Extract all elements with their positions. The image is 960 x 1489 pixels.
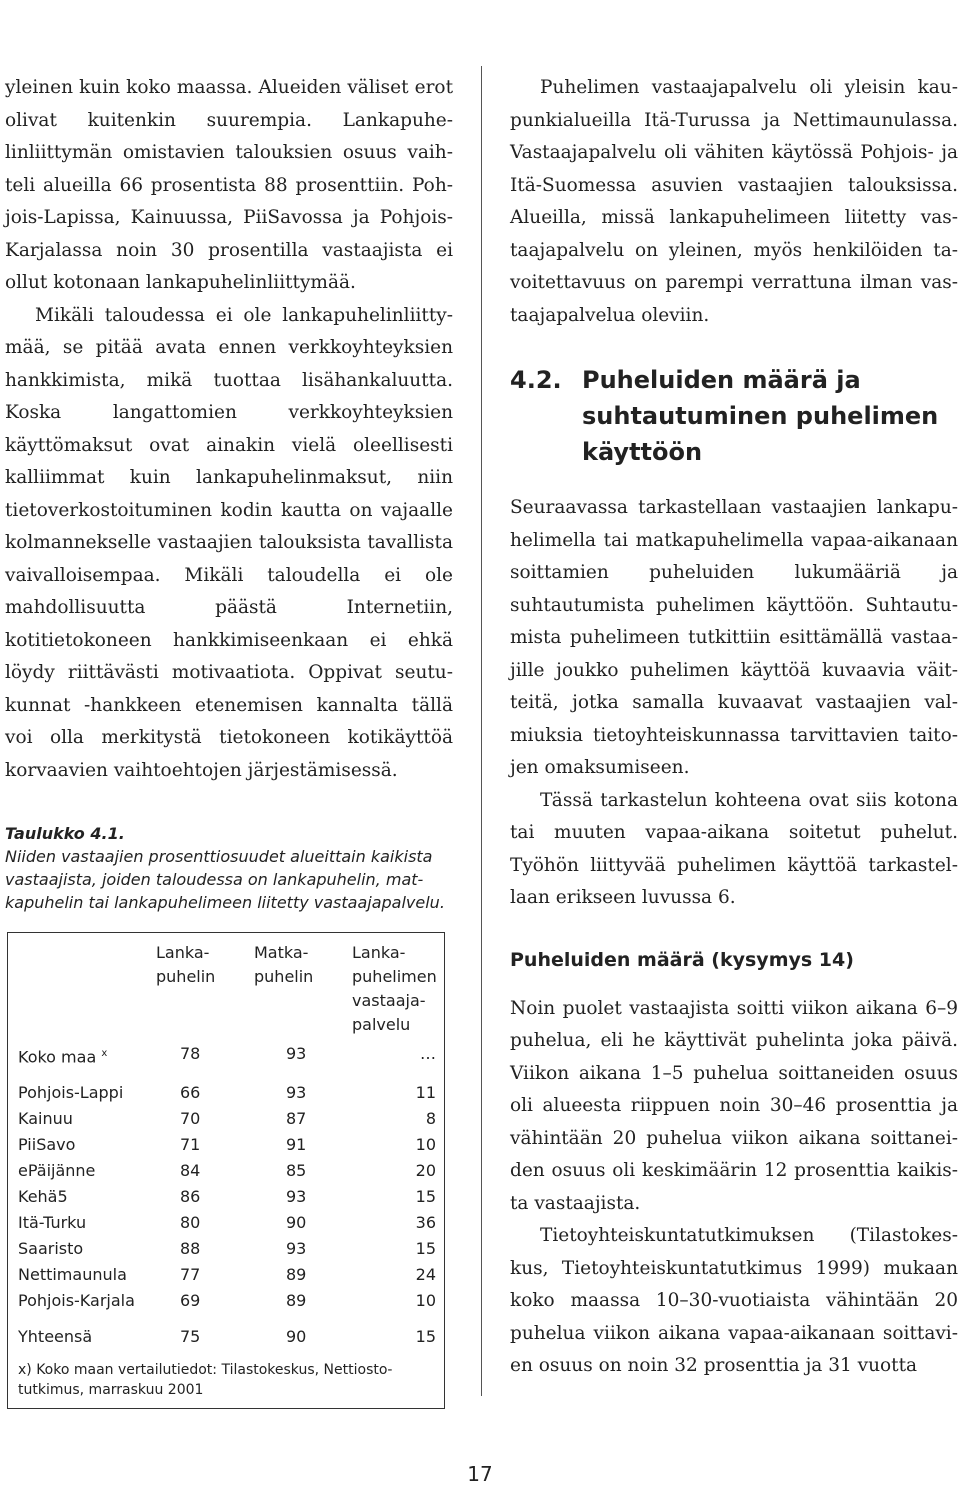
left-column: [5, 72, 453, 1409]
region-rows: [8, 1080, 444, 1314]
row-label: PiiSavo: [18, 1135, 76, 1155]
row-label: Yhteensä: [18, 1327, 93, 1347]
table-row: [8, 1080, 444, 1106]
table-header: [8, 941, 444, 1037]
cell-answering: 8: [425, 1109, 436, 1129]
left-paragraph-1: yleinen kuin koko maassa. Alueiden väliset erot olivat kuitenkin suurempia. Lankapuhelinliittymän omistavien talouksien osuus vaihteli alueilla 66 prosentista 88 prosenttiin. Pohjois-Lapissa, Kainuussa, PiiSavossa ja Pohjois-Karjalassa noin 30 prosentilla vastaajista ei ollut kotonaan lankapuhelinliittymää.: [5, 77, 453, 293]
cell-answering: 15: [415, 1327, 436, 1347]
cell-mobile: 89: [286, 1265, 307, 1285]
cell-answering: 24: [415, 1265, 436, 1285]
subsection-paragraph-1: Noin puolet vastaajista soitti viikon aikana 6–9 puhelua, eli he käyttivät puhelinta joka päivä. Viikon aikana 1–5 puhelua soittaneiden osuus oli alueesta riippuen noin 30–46 prosenttia ja vähintään 20 puhelua viikon aikana soittaneiden osuus oli keskimäärin 12 prosenttia kaikista vastaajista.: [510, 997, 958, 1214]
cell-mobile: 89: [286, 1291, 307, 1311]
section-heading: [510, 362, 958, 470]
cell-answering: 20: [415, 1161, 436, 1181]
section-number: 4.2.: [510, 366, 562, 394]
cell-answering: 15: [415, 1239, 436, 1259]
row-label: ePäijänne: [18, 1161, 96, 1181]
subsection-heading: Puheluiden määrä (kysymys 14): [510, 948, 854, 971]
cell-landline: 84: [180, 1161, 201, 1181]
table-row: [8, 1132, 444, 1158]
cell-mobile: 93: [286, 1187, 307, 1207]
table-row: [8, 1262, 444, 1288]
row-label: Nettimaunula: [18, 1265, 127, 1285]
section-paragraph-2: Tässä tarkastelun kohteena ovat siis kotona tai muuten vapaa-aikana soitetut puhelut. Työhön liittyvää puhelimen käyttöä tarkastellaan erikseen luvussa 6.: [510, 789, 958, 908]
cell-answering: 10: [415, 1135, 436, 1155]
subsection-paragraph-2: Tietoyhteiskuntatutkimuksen (Tilastokeskus, Tietoyhteiskuntatutkimus 1999) mukaan koko maassa 10–30-vuotiaista vähintään 20 puhelua viikon aikana vapaa-aikanaan soittavien osuus on noin 32 prosenttia ja 31 vuotta: [510, 1225, 958, 1376]
cell-answering: 15: [415, 1187, 436, 1207]
table-row: [8, 1106, 444, 1132]
row-label: Pohjois-Lappi: [18, 1083, 124, 1103]
cell-mobile: 87: [286, 1109, 307, 1129]
right-intro-paragraph: Puhelimen vastaajapalvelu oli yleisin kaupunkialueilla Itä-Turussa ja Nettimaunulassa. Vastaajapalvelu oli vähiten käytössä Pohjois- ja Itä-Suomessa asuvien vastaajien talouksissa. Alueilla, missä lankapuhelimeen liitetty vastaajapalvelu on yleinen, myös henkilöiden tavoitettavuus on parempi verrattuna ilman vastaajapalvelua oleviin.: [510, 77, 958, 326]
header-mobile: Matka- puhelin: [254, 943, 314, 986]
row-label: Pohjois-Karjala: [18, 1291, 135, 1311]
cell-answering: …: [420, 1044, 436, 1063]
footnote-marker: x: [101, 1048, 108, 1059]
cell-landline: 69: [180, 1291, 201, 1311]
row-label: Koko maa: [18, 1047, 97, 1067]
cell-landline: 66: [180, 1083, 201, 1103]
cell-mobile: 93: [286, 1239, 307, 1259]
row-label: Itä-Turku: [18, 1213, 87, 1233]
section-title: Puheluiden määrä ja suhtautuminen puhelimen käyttöön: [582, 366, 939, 466]
cell-landline: 86: [180, 1187, 201, 1207]
column-divider: [481, 66, 482, 1396]
cell-mobile: 90: [286, 1213, 307, 1233]
cell-answering: 36: [415, 1213, 436, 1233]
right-column: [510, 72, 958, 1383]
section-paragraph-1: Seuraavassa tarkastellaan vastaajien lankapuhelimella tai matkapuhelimella vapaa-aikanaan soittamien puheluiden lukumääriä ja suhtautumista puhelimen käyttöön. Suhtautumista puhelimeen tutkittiin esittämällä vastaajille joukko puhelimen käyttöä kuvaavia väitteitä, jotka samalla kuvaavat vastaajien valmiuksia tietoyhteiskunnassa tarvittavien taitojen omaksumiseen.: [510, 497, 958, 778]
table-footnote: x) Koko maan vertailutiedot: Tilastokeskus, Nettiostotutkimus, marraskuu 2001: [18, 1362, 393, 1399]
cell-landline: 71: [180, 1135, 201, 1155]
table-row: [8, 1210, 444, 1236]
header-landline: Lanka- puhelin: [156, 943, 216, 986]
table-row: [8, 1288, 444, 1314]
table-caption: [5, 823, 453, 914]
header-answering-service: Lanka- puhelimen vastaaja- palvelu: [352, 943, 437, 1034]
row-label: Saaristo: [18, 1239, 84, 1259]
page-number: 17: [467, 1462, 493, 1486]
table-row-total: [8, 1324, 444, 1350]
cell-mobile: 93: [286, 1044, 307, 1063]
table-row-national: [8, 1041, 444, 1070]
table-row: [8, 1158, 444, 1184]
cell-landline: 78: [180, 1044, 201, 1063]
table-label: Taulukko 4.1.: [5, 824, 125, 843]
cell-mobile: 90: [286, 1327, 307, 1347]
table-row: [8, 1184, 444, 1210]
cell-answering: 10: [415, 1291, 436, 1311]
regional-phone-table: [7, 932, 445, 1409]
table-row: [8, 1236, 444, 1262]
cell-landline: 70: [180, 1109, 201, 1129]
cell-landline: 88: [180, 1239, 201, 1259]
cell-mobile: 93: [286, 1083, 307, 1103]
left-paragraph-2: Mikäli taloudessa ei ole lankapuhelinliittymää, se pitää avata ennen verkkoyhteyksien hankkimista, mikä tuottaa lisähankaluutta. Koska langattomien verkkoyhteyksien käyttömaksut ovat ainakin vielä oleellisesti kalliimmat kuin lankapuhelinmaksut, niin tietoverkostoituminen kodin kautta on vajaalle kolmannekselle vastaajien talouksista tavallista vaivalloisempaa. Mikäli taloudella ei ole mahdollisuutta päästä Internetiin, kotitietokoneen hankkimiseenkaan ei ehkä löydy riittävästi motivaatiota. Oppivat seutukunnat -hankkeen etenemisen kannalta tällä voi olla merkitystä tietokoneen kotikäyttöä korvaavien vaihtoehtojen järjestämisessä.: [5, 304, 453, 781]
row-label: Kainuu: [18, 1109, 73, 1129]
cell-landline: 80: [180, 1213, 201, 1233]
cell-landline: 77: [180, 1265, 201, 1285]
cell-mobile: 85: [286, 1161, 307, 1181]
row-label: Kehä5: [18, 1187, 68, 1207]
cell-answering: 11: [415, 1083, 436, 1103]
cell-landline: 75: [180, 1327, 201, 1347]
cell-mobile: 91: [286, 1135, 307, 1155]
left-body-text: [5, 72, 453, 787]
table-description: Niiden vastaajien prosenttiosuudet alueittain kaikista vastaajista, joiden taloudessa on lankapuhelin, matkapuhelin tai lankapuhelimeen liitetty vastaajapalvelu.: [5, 847, 445, 912]
